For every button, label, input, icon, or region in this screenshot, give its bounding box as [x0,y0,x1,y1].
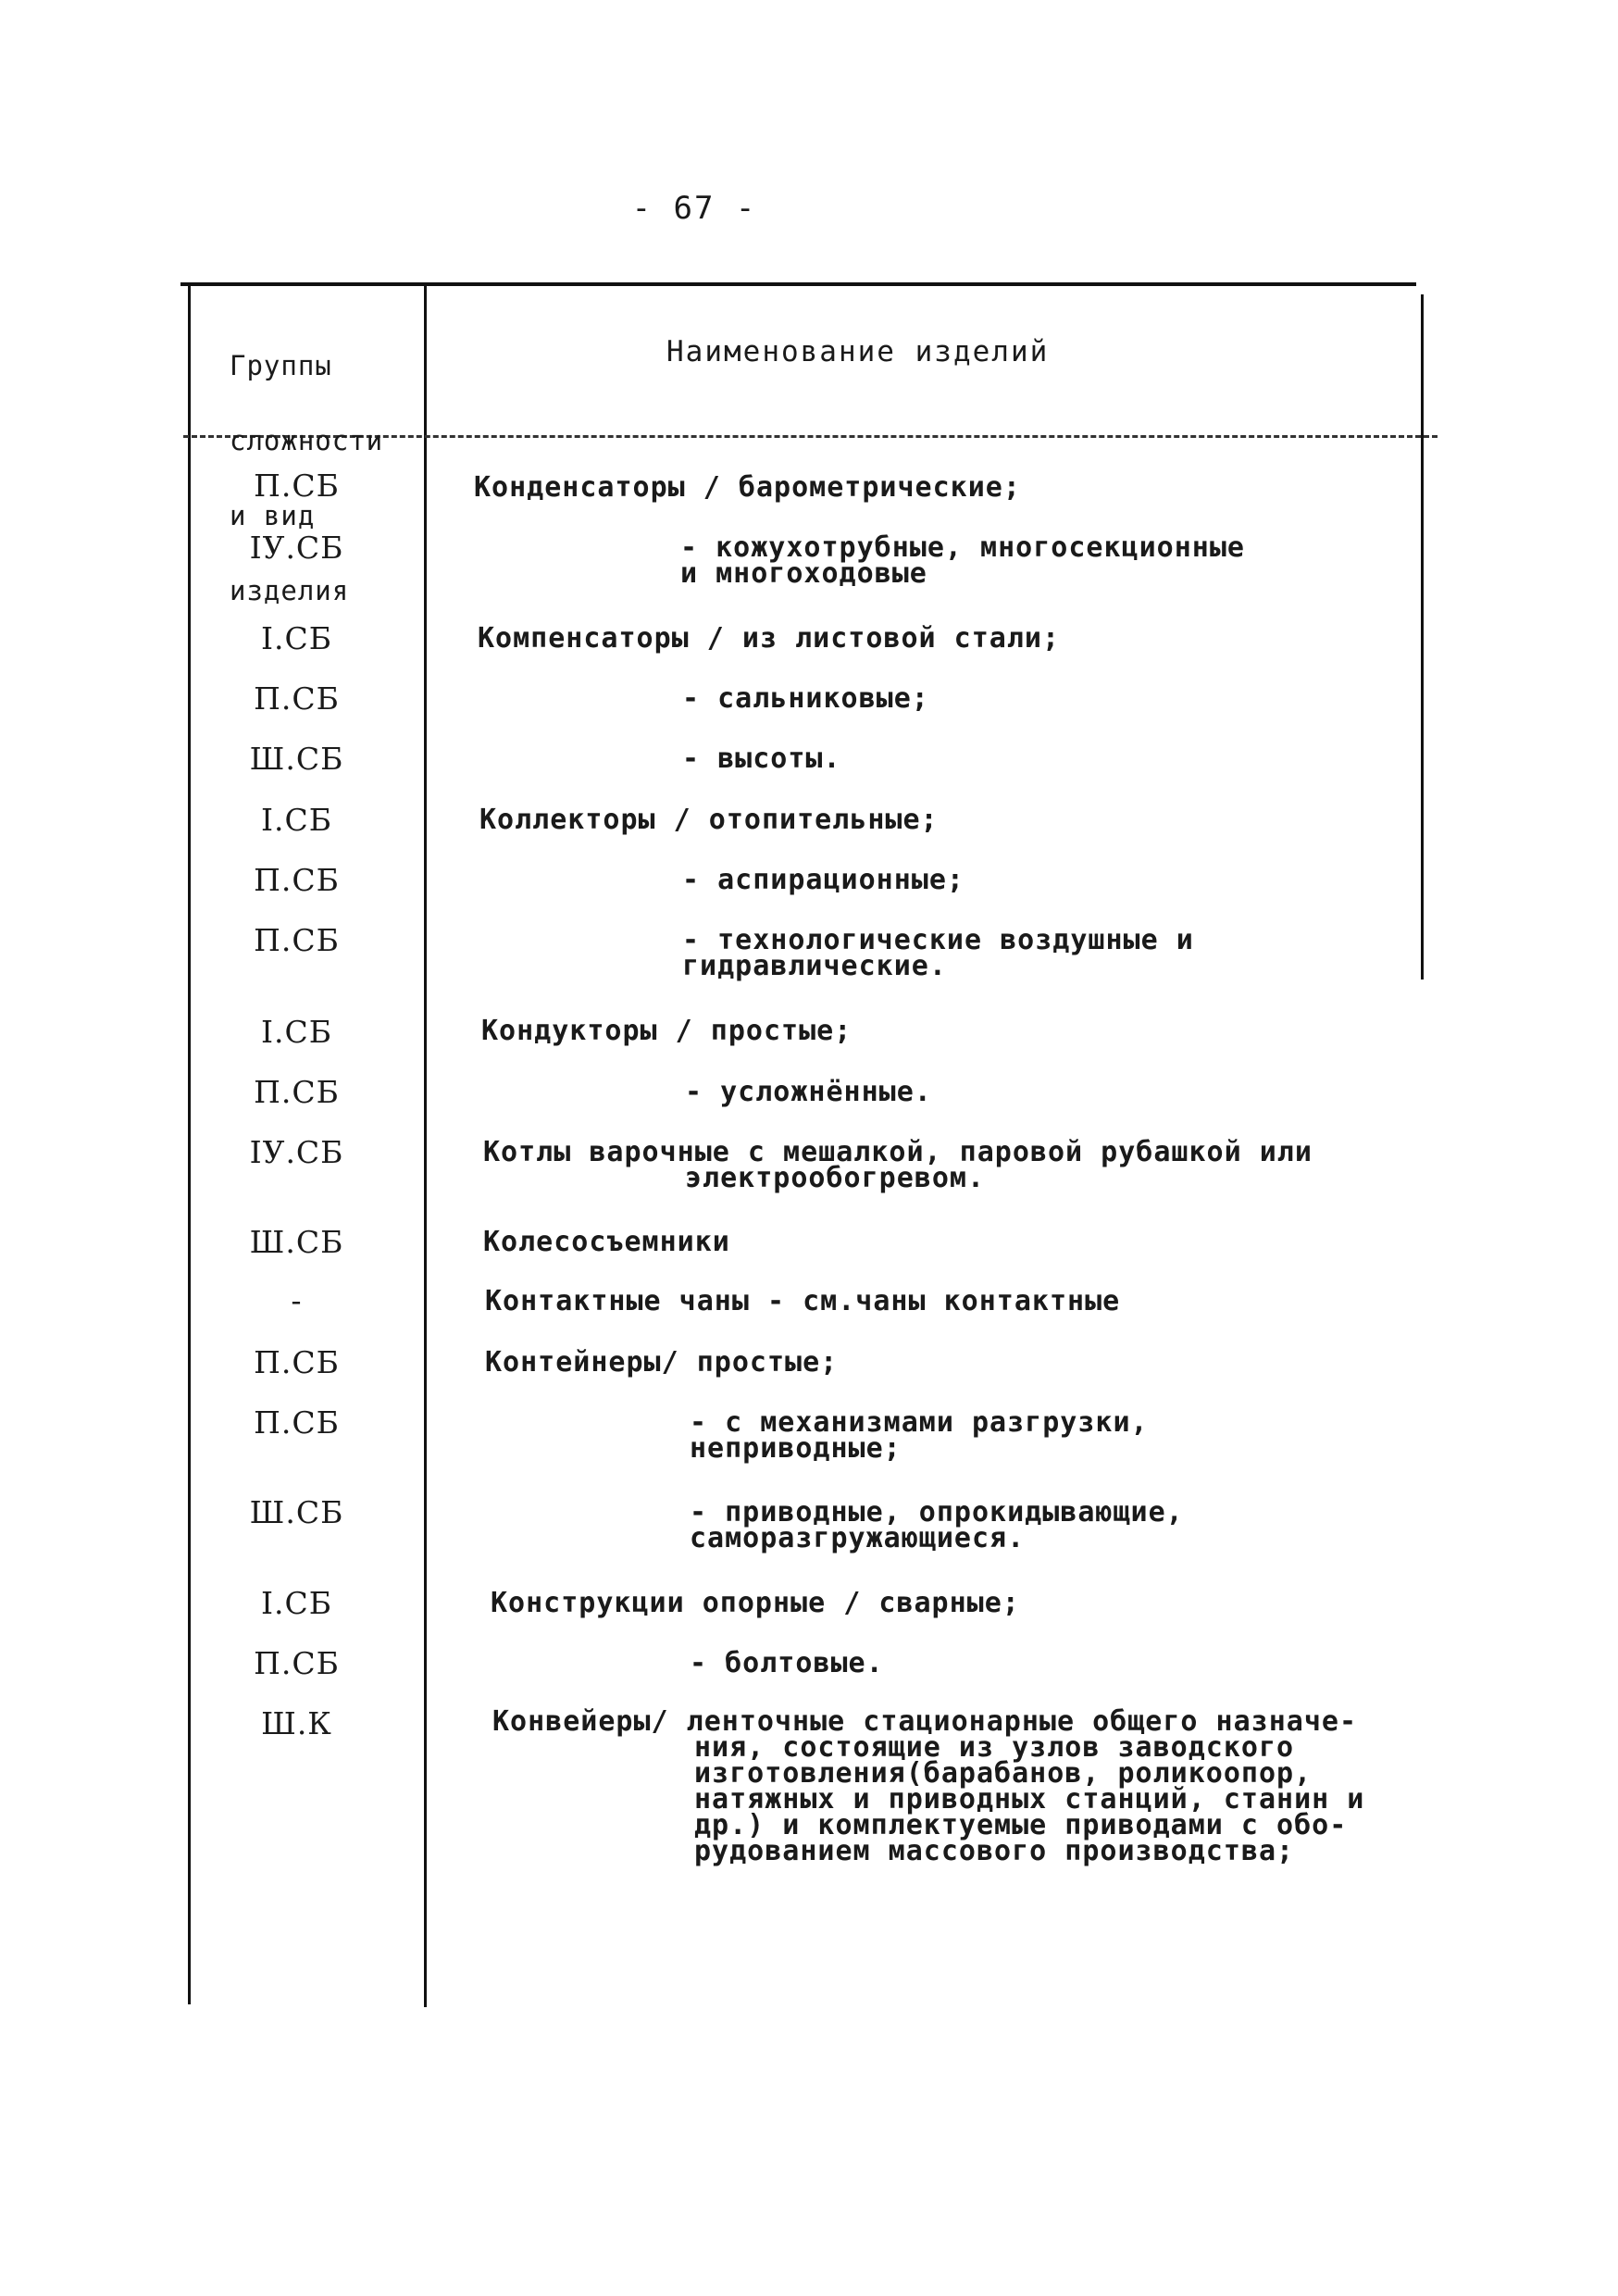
page-number: - 67 - [631,190,757,227]
row-code: I.СБ [260,1014,333,1050]
row-text-line: изготовления(барабанов, роликоопор, [694,1757,1313,1790]
column-divider [424,285,427,2007]
row-text-line: - аспирационные; [682,864,965,896]
row-code: П.СБ [254,468,340,504]
row-text-line: Конструкции опорные / сварные; [491,1587,1020,1619]
name-column-header: Наименование изделий [666,335,1050,368]
row-code: IУ.СБ [249,530,344,566]
row-code: П.СБ [254,680,340,717]
row-text-line: - сальниковые; [682,682,929,715]
row-text-line: Колесосъемники [483,1226,730,1258]
row-text-line: Кондукторы / простые; [481,1015,853,1047]
row-text-line: Контактные чаны - см.чаны контактные [485,1285,1121,1317]
row-code: П.СБ [254,1074,340,1110]
group-column-header [230,304,424,629]
row-code: П.СБ [254,862,340,898]
group-header-line: Группы [230,350,332,381]
row-code: П.СБ [254,1344,340,1380]
group-header-line: сложности [230,425,384,456]
row-code: П.СБ [254,922,340,958]
group-header-line: изделия [230,575,350,606]
row-text-line: - с механизмами разгрузки, [690,1406,1149,1439]
row-text-line: натяжных и приводных станций, станин и [694,1783,1365,1816]
row-text-line: - приводные, опрокидывающие, [690,1496,1184,1529]
group-header-line: и вид [230,500,316,531]
row-code: П.СБ [254,1404,340,1441]
row-text-line: - высоты. [682,742,841,775]
row-code: I.СБ [260,1585,333,1621]
row-code: Ш.СБ [249,1224,344,1260]
row-code: I.СБ [260,802,333,838]
row-text-line: - кожухотрубные, многосекционные [680,531,1245,564]
row-text-line: и многоходовые [680,557,927,590]
row-text-line: Котлы варочные с мешалкой, паровой рубашкой или [483,1136,1313,1168]
row-code: П.СБ [254,1645,340,1681]
row-code: Ш.СБ [249,1494,344,1530]
row-text-line: Контейнеры/ простые; [485,1346,839,1379]
row-code: - [291,1282,303,1318]
row-code: IУ.СБ [249,1134,344,1170]
row-text-line: Конденсаторы / барометрические; [474,471,1021,504]
row-text-line: - болтовые. [690,1647,884,1679]
row-code: Ш.К [261,1705,332,1741]
row-text-line: - технологические воздушные и [682,924,1194,956]
row-text-line: др.) и комплектуемые приводами с обо- [694,1809,1348,1841]
table-top-rule [180,282,1416,286]
row-text-line: саморазгружающиеся. [690,1522,1026,1554]
row-text-line: ния, состоящие из узлов заводского [694,1731,1295,1764]
table-left-border [188,282,191,2004]
row-text-line: - усложнённые. [685,1076,932,1108]
row-text-line: Коллекторы / отопительные; [479,804,939,836]
row-code: Ш.СБ [249,741,344,777]
row-text-line: неприводные; [690,1432,902,1465]
table-right-border [1421,294,1424,980]
row-text-line: Конвейеры/ ленточные стационарные общего назначе- [492,1705,1358,1738]
row-code: I.СБ [260,620,333,656]
row-text-line: гидравлические. [682,950,947,982]
row-text-line: электрообогревом. [685,1162,986,1194]
row-text-line: рудованием массового производства; [694,1835,1295,1867]
row-text-line: Компенсаторы / из листовой стали; [478,622,1061,655]
